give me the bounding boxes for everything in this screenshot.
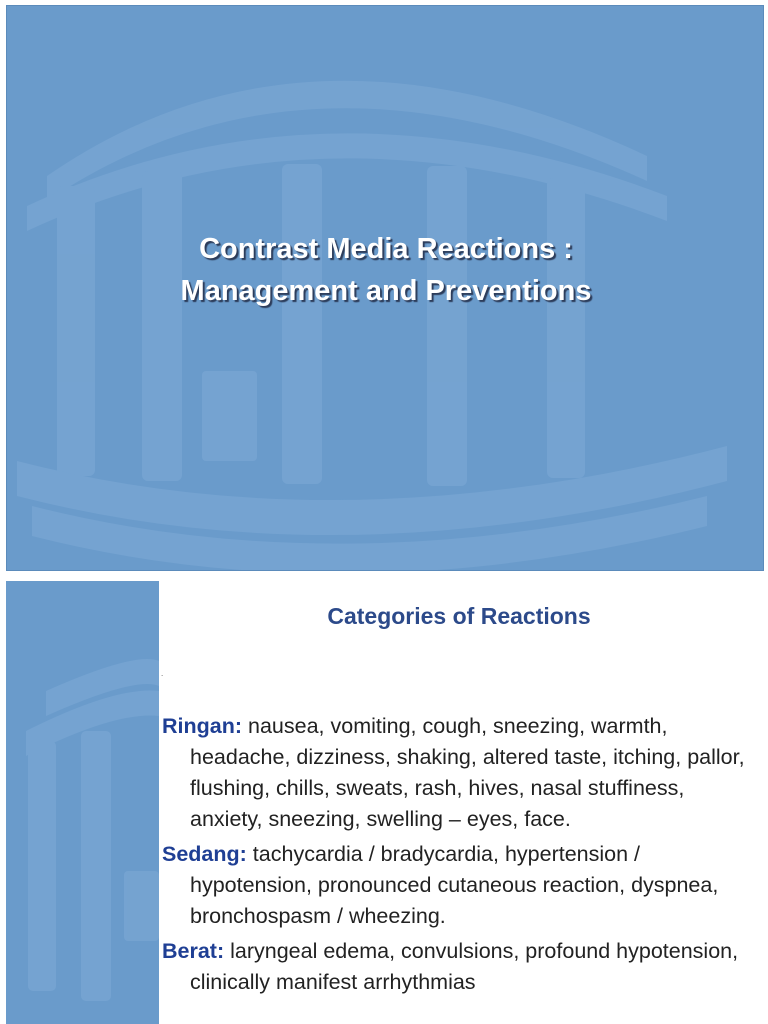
slide-title bbox=[7, 228, 764, 312]
slide-heading: Categories of Reactions bbox=[327, 603, 591, 629]
content-slide bbox=[6, 581, 764, 1024]
category-text: tachycardia / bradycardia, hypertension / hypotension, pronounced cutaneous reaction, dyspnea, bronchospasm / wheezing. bbox=[190, 842, 719, 928]
category-text: laryngeal edema, convulsions, profound hypotension, clinically manifest arrhythmias bbox=[190, 939, 739, 994]
category-text: nausea, vomiting, cough, sneezing, warmth, headache, dizziness, shaking, altered taste, itching, pallor, flushing, chills, sweats, rash, hives, nasal stuffiness, anxiety, sneezing, swelling – eyes, face. bbox=[190, 714, 745, 831]
title-line-2: Management and Preventions bbox=[180, 275, 592, 307]
category-moderate bbox=[162, 839, 752, 932]
stray-marker: . bbox=[161, 669, 164, 678]
title-slide bbox=[6, 5, 764, 571]
category-label: Ringan: bbox=[162, 714, 243, 738]
reaction-categories bbox=[162, 711, 752, 1002]
category-label: Sedang: bbox=[162, 842, 247, 866]
rotunda-watermark-icon bbox=[6, 581, 159, 1024]
category-severe bbox=[162, 936, 752, 998]
slide-sidebar bbox=[6, 581, 159, 1024]
category-label: Berat: bbox=[162, 939, 225, 963]
category-mild bbox=[162, 711, 752, 835]
title-line-1: Contrast Media Reactions : bbox=[199, 233, 573, 265]
